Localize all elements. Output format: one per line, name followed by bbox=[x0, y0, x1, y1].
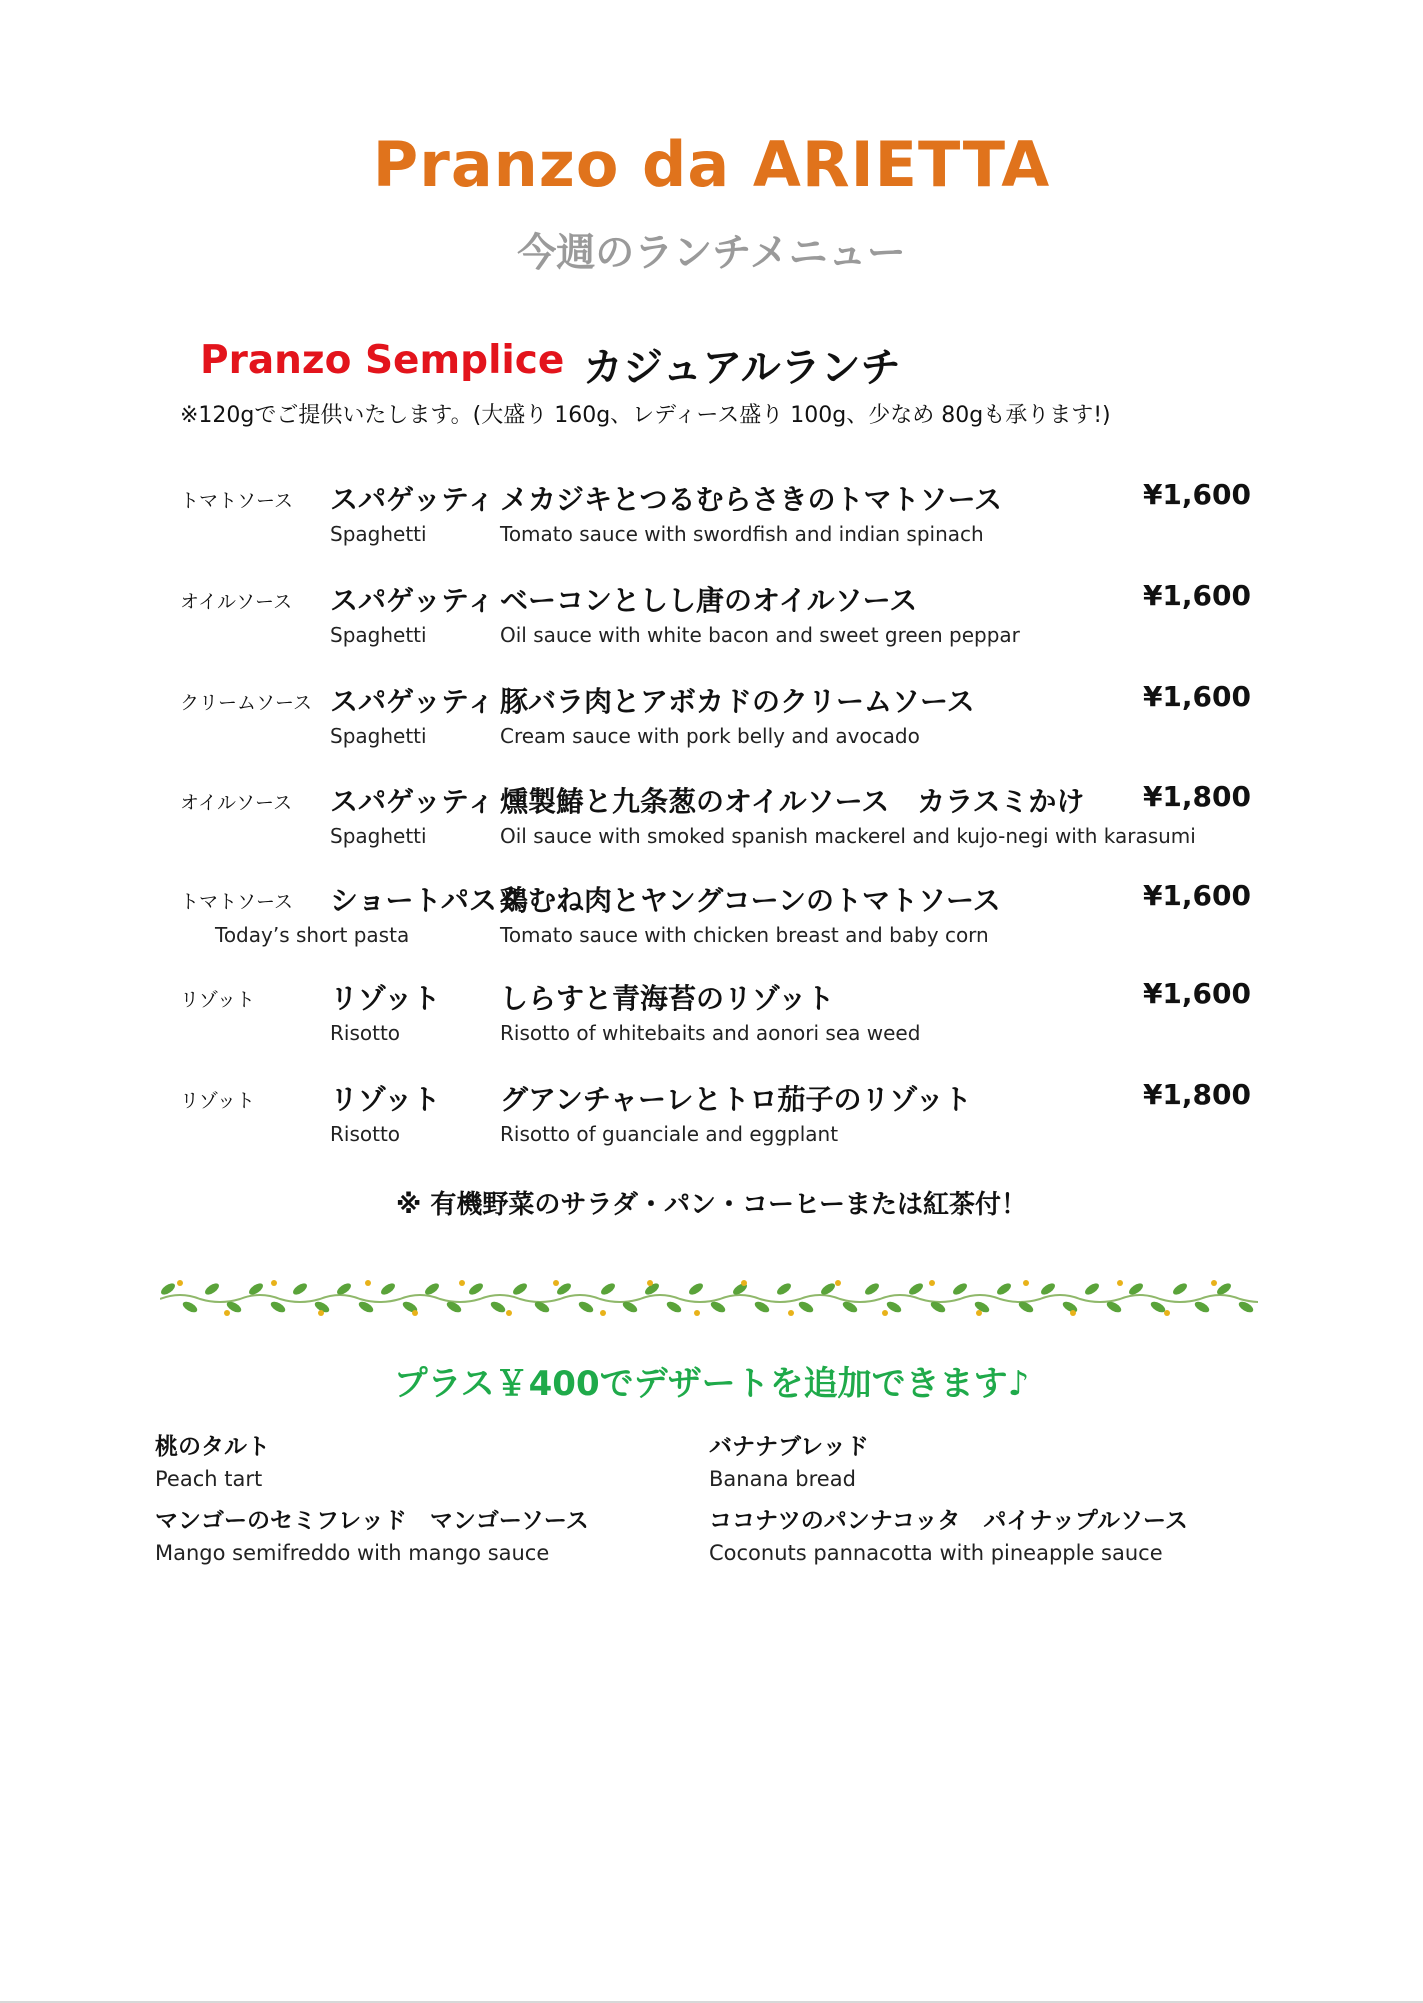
menu-item-sauce: トマトソース bbox=[180, 490, 294, 512]
menu-item-price: ¥1,600 bbox=[1142, 879, 1251, 912]
menu-item-price: ¥1,800 bbox=[1142, 1078, 1251, 1111]
menu-item-type: スパゲッティ bbox=[330, 584, 495, 617]
dessert-item-name: ココナツのパンナコッタ パイナップルソース bbox=[709, 1508, 1188, 1534]
restaurant-title: Pranzo da ARIETTA bbox=[372, 128, 1051, 201]
menu-item-price: ¥1,600 bbox=[1142, 478, 1251, 511]
menu-item-price: ¥1,600 bbox=[1142, 579, 1251, 612]
menu-item-type: リゾット bbox=[330, 1083, 441, 1116]
menu-item-type-english: Spaghetti bbox=[330, 724, 427, 748]
menu-item-description: Oil sauce with white bacon and sweet green peppar bbox=[500, 623, 1020, 647]
menu-item-price: ¥1,800 bbox=[1142, 780, 1251, 813]
menu-item bbox=[0, 571, 1423, 661]
menu-item-name: メカジキとつるむらさきのトマトソース bbox=[500, 483, 1003, 516]
menu-item-description: Risotto of guanciale and eggplant bbox=[500, 1122, 839, 1146]
menu-item-type: リゾット bbox=[330, 982, 441, 1015]
menu-item-description: Oil sauce with smoked spanish mackerel and kujo-negi with karasumi bbox=[500, 824, 1196, 848]
menu-item bbox=[0, 470, 1423, 560]
menu-item-type-english: Spaghetti bbox=[330, 522, 427, 546]
menu-item-price: ¥1,600 bbox=[1142, 680, 1251, 713]
menu-item bbox=[0, 871, 1423, 961]
menu-item-type-english: Risotto bbox=[330, 1021, 401, 1045]
menu-item-name: グアンチャーレとトロ茄子のリゾット bbox=[500, 1083, 972, 1116]
menu-item-sauce: リゾット bbox=[180, 1090, 255, 1112]
menu-subtitle: 今週のランチメニュー bbox=[517, 231, 906, 276]
menu-item-description: Tomato sauce with swordfish and indian spinach bbox=[500, 522, 984, 546]
dessert-item-description: Mango semifreddo with mango sauce bbox=[155, 1541, 550, 1565]
menu-item-type: ショートパスタ bbox=[330, 884, 525, 917]
set-includes-note: ※ 有機野菜のサラダ・パン・コーヒーまたは紅茶付！ bbox=[395, 1190, 1028, 1220]
menu-item-name: ベーコンとしし唐のオイルソース bbox=[500, 584, 918, 617]
dessert-heading: プラス￥400でデザートを追加できます♪ bbox=[393, 1364, 1030, 1404]
menu-item bbox=[0, 772, 1423, 862]
menu-item-type: スパゲッティ bbox=[330, 785, 495, 818]
menu-item-price: ¥1,600 bbox=[1142, 977, 1251, 1010]
dessert-item-description: Peach tart bbox=[155, 1467, 263, 1491]
dessert-item-name: マンゴーのセミフレッド マンゴーソース bbox=[155, 1508, 589, 1534]
menu-item-name: 鶏むね肉とヤングコーンのトマトソース bbox=[500, 884, 1001, 917]
menu-item-sauce: オイルソース bbox=[180, 591, 293, 613]
menu-item-type-english: Risotto bbox=[330, 1122, 401, 1146]
menu-item-type: スパゲッティ bbox=[330, 685, 495, 718]
portion-note: ※120gでご提供いたします。(大盛り 160g、レディース盛り 100g、少なめ 80gも承ります!) bbox=[180, 403, 1111, 428]
menu-item-type: スパゲッティ bbox=[330, 483, 495, 516]
leaf-vine-divider-icon bbox=[160, 1270, 1258, 1320]
dessert-item-description: Banana bread bbox=[709, 1467, 856, 1491]
dessert-item-name: バナナブレッド bbox=[709, 1434, 869, 1460]
menu-item-name: 豚バラ肉とアボカドのクリームソース bbox=[500, 685, 975, 718]
section-title-japanese: カジュアルランチ bbox=[583, 345, 901, 391]
menu-item-type-english: Today’s short pasta bbox=[215, 923, 410, 947]
dessert-item-name: 桃のタルト bbox=[155, 1434, 270, 1460]
menu-item-name: しらすと青海苔のリゾット bbox=[500, 982, 835, 1015]
menu-item-name: 燻製鰆と九条葱のオイルソース カラスミかけ bbox=[500, 785, 1085, 818]
section-title-italian: Pranzo Semplice bbox=[200, 338, 565, 383]
menu-item-type-english: Spaghetti bbox=[330, 824, 427, 848]
menu-item bbox=[0, 969, 1423, 1059]
menu-item-sauce: クリームソース bbox=[180, 692, 313, 714]
menu-item bbox=[0, 672, 1423, 762]
menu-item-description: Tomato sauce with chicken breast and baby corn bbox=[500, 923, 989, 947]
menu-item-description: Cream sauce with pork belly and avocado bbox=[500, 724, 920, 748]
menu-item-sauce: トマトソース bbox=[180, 891, 294, 913]
menu-item-sauce: オイルソース bbox=[180, 792, 293, 814]
menu-item-description: Risotto of whitebaits and aonori sea weed bbox=[500, 1021, 921, 1045]
menu-item-type-english: Spaghetti bbox=[330, 623, 427, 647]
dessert-item-description: Coconuts pannacotta with pineapple sauce bbox=[709, 1541, 1163, 1565]
menu-item bbox=[0, 1070, 1423, 1160]
menu-item-sauce: リゾット bbox=[180, 989, 255, 1011]
